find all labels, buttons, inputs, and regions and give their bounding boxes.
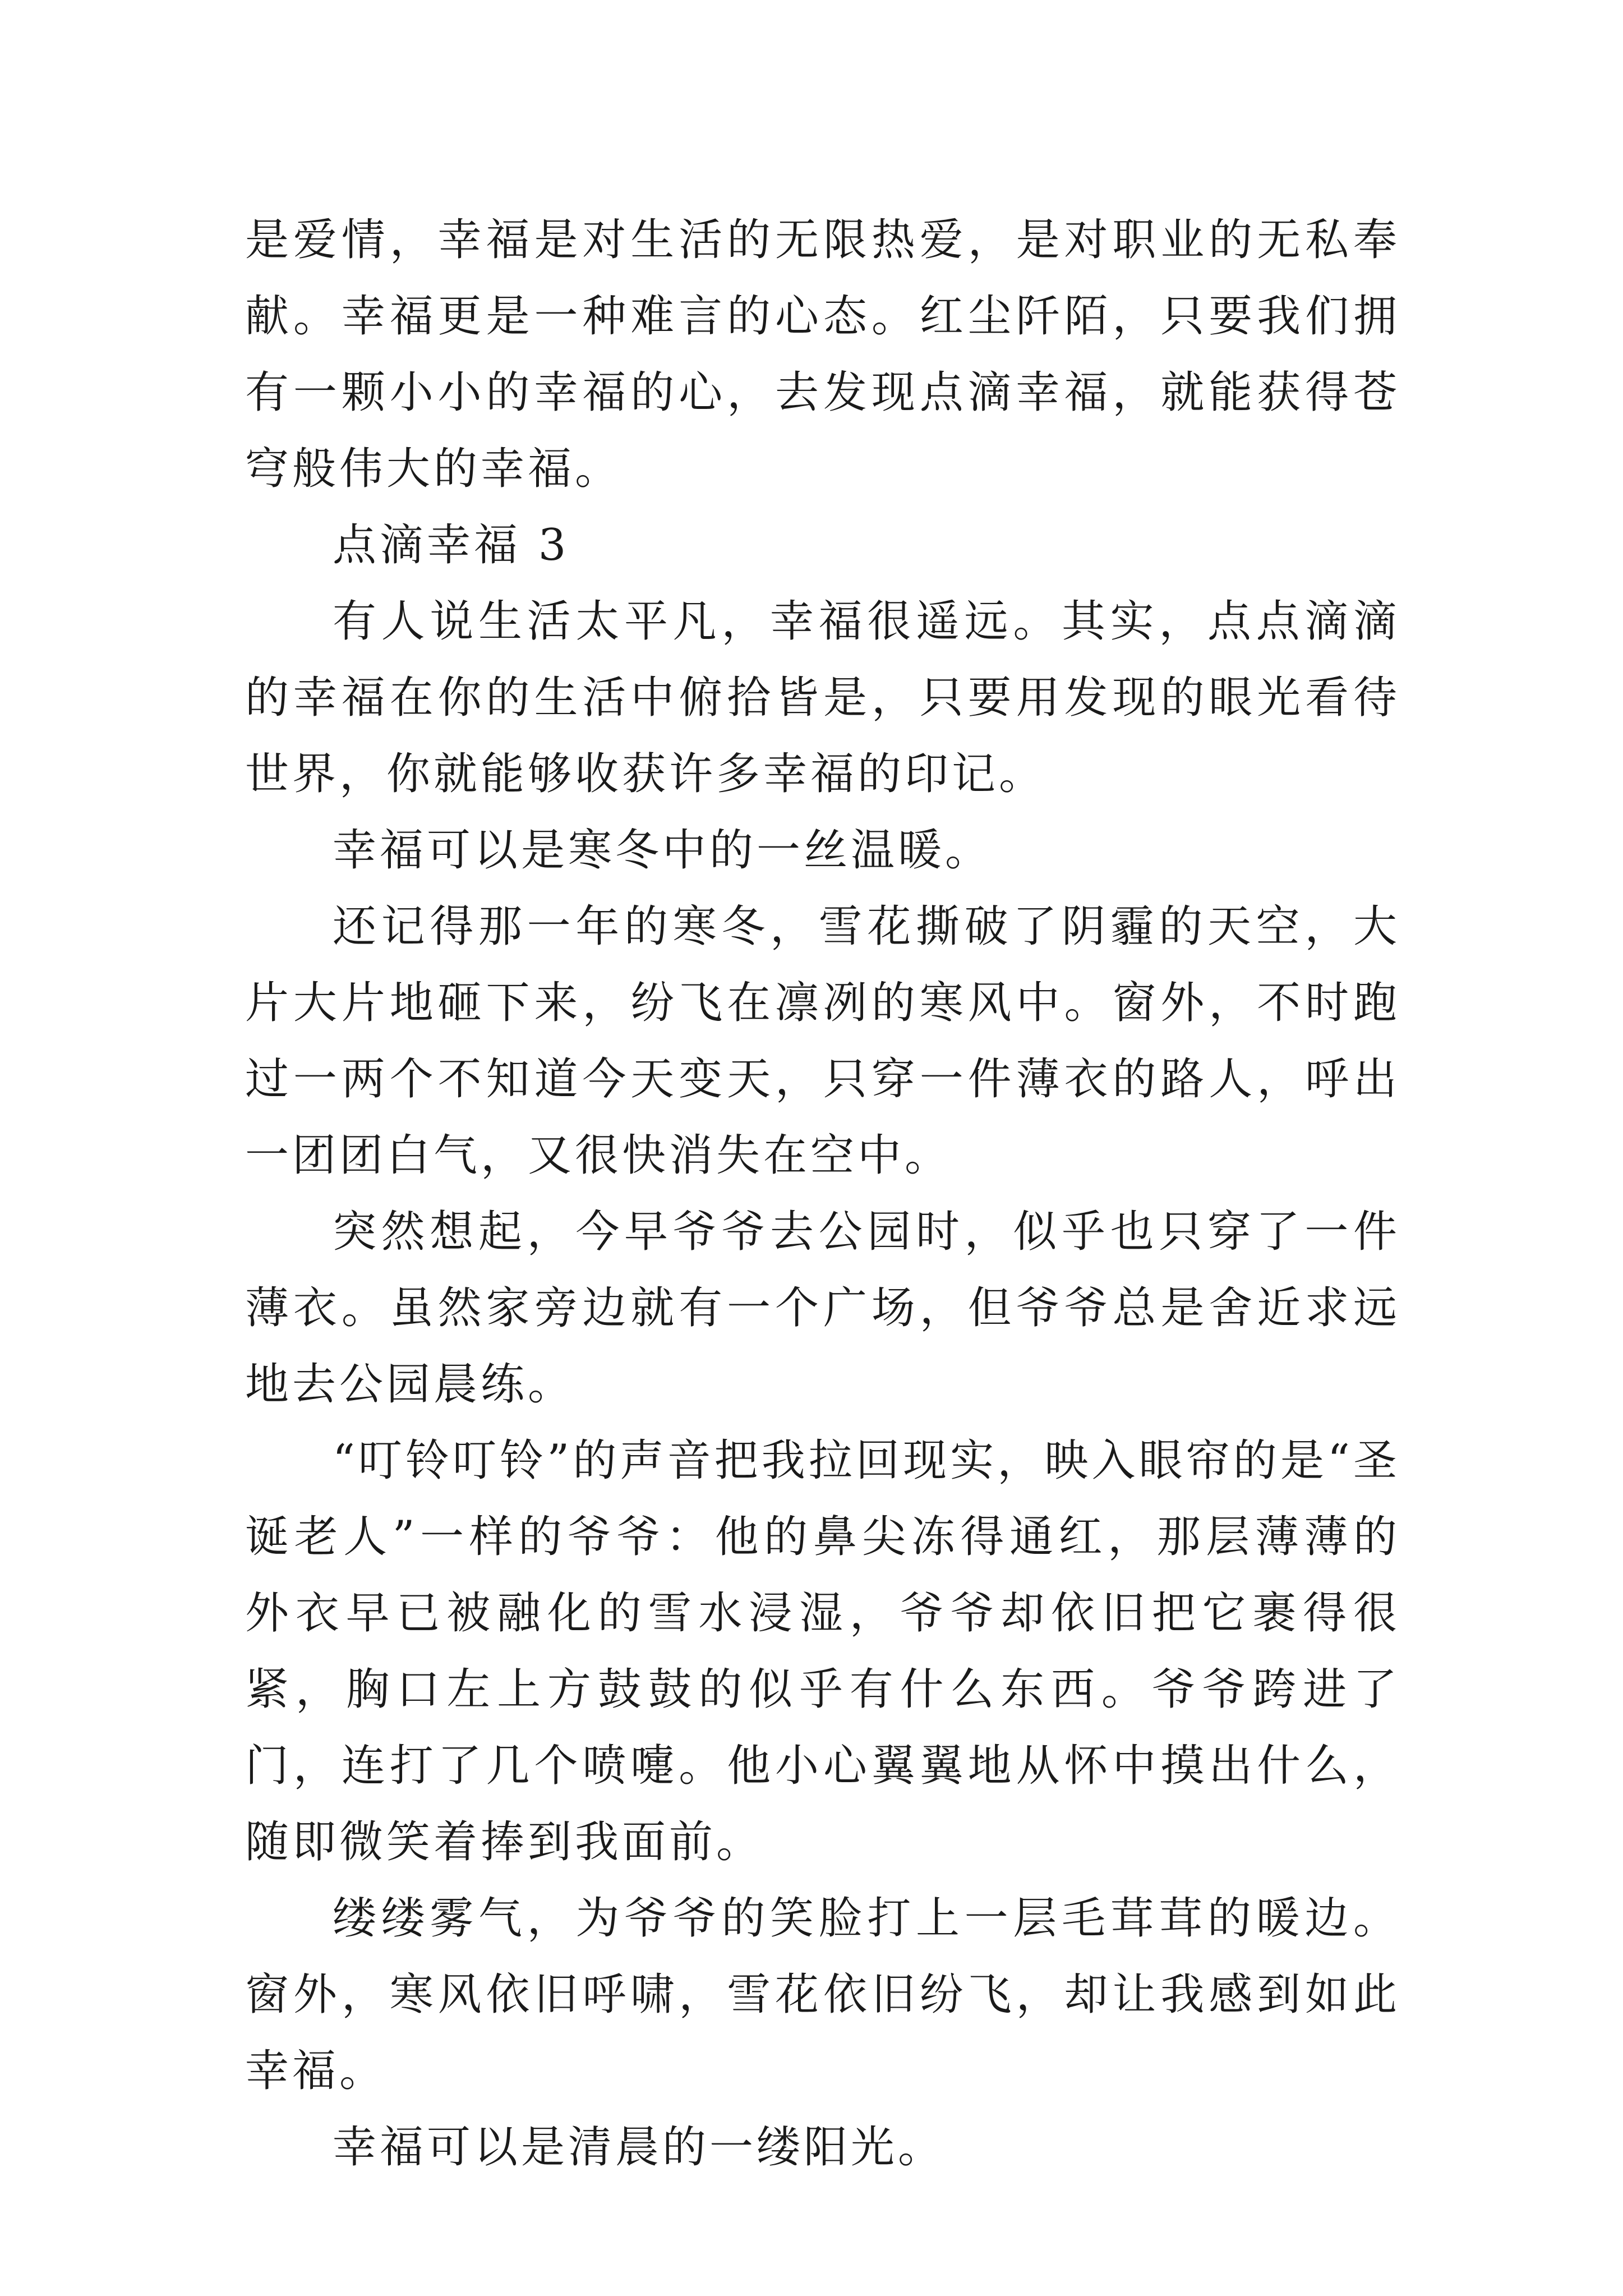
paragraph: 幸福可以是清晨的一缕阳光。 [333,2122,946,2173]
section-heading: 点滴幸福 3 [333,520,570,570]
paragraph: 幸福可以是寒冬中的一丝温暖。 [333,825,993,876]
paragraph: 缕缕雾气，为爷爷的笑脸打上一层毛茸茸的暖边。窗外，寒风依旧呼啸，雪花依旧纷飞，却让我感到如此幸福。 [245,1893,1400,2096]
paragraph: 还记得那一年的寒冬，雪花撕破了阴霾的天空，大片大片地砸下来，纷飞在凛冽的寒风中。窗外，不时跑过一两个不知道今天变天，只穿一件薄衣的路人，呼出一团团白气，又很快消失在空中。 [245,901,1400,1181]
paragraph: 突然想起，今早爷爷去公园时，似乎也只穿了一件薄衣。虽然家旁边就有一个广场，但爷爷总是舍近求远地去公园晨练。 [245,1207,1400,1410]
paragraph: 有人说生活太平凡，幸福很遥远。其实，点点滴滴的幸福在你的生活中俯拾皆是，只要用发现的眼光看待世界，你就能够收获许多幸福的印记。 [245,596,1400,799]
document-body [245,202,1400,2185]
paragraph: “叮铃叮铃”的声音把我拉回现实，映入眼帘的是“圣诞老人”一样的爷爷：他的鼻尖冻得通红，那层薄薄的外衣早已被融化的雪水浸湿，爷爷却依旧把它裹得很紧，胸口左上方鼓鼓的似乎有什么东西。爷爷跨进了门，连打了几个喷嚏。他小心翼翼地从怀中摸出什么，随即微笑着捧到我面前。 [245,1435,1400,1867]
paragraph-continued: 是爱情，幸福是对生活的无限热爱，是对职业的无私奉献。幸福更是一种难言的心态。红尘阡陌，只要我们拥有一颗小小的幸福的心，去发现点滴幸福，就能获得苍穹般伟大的幸福。 [245,215,1400,494]
